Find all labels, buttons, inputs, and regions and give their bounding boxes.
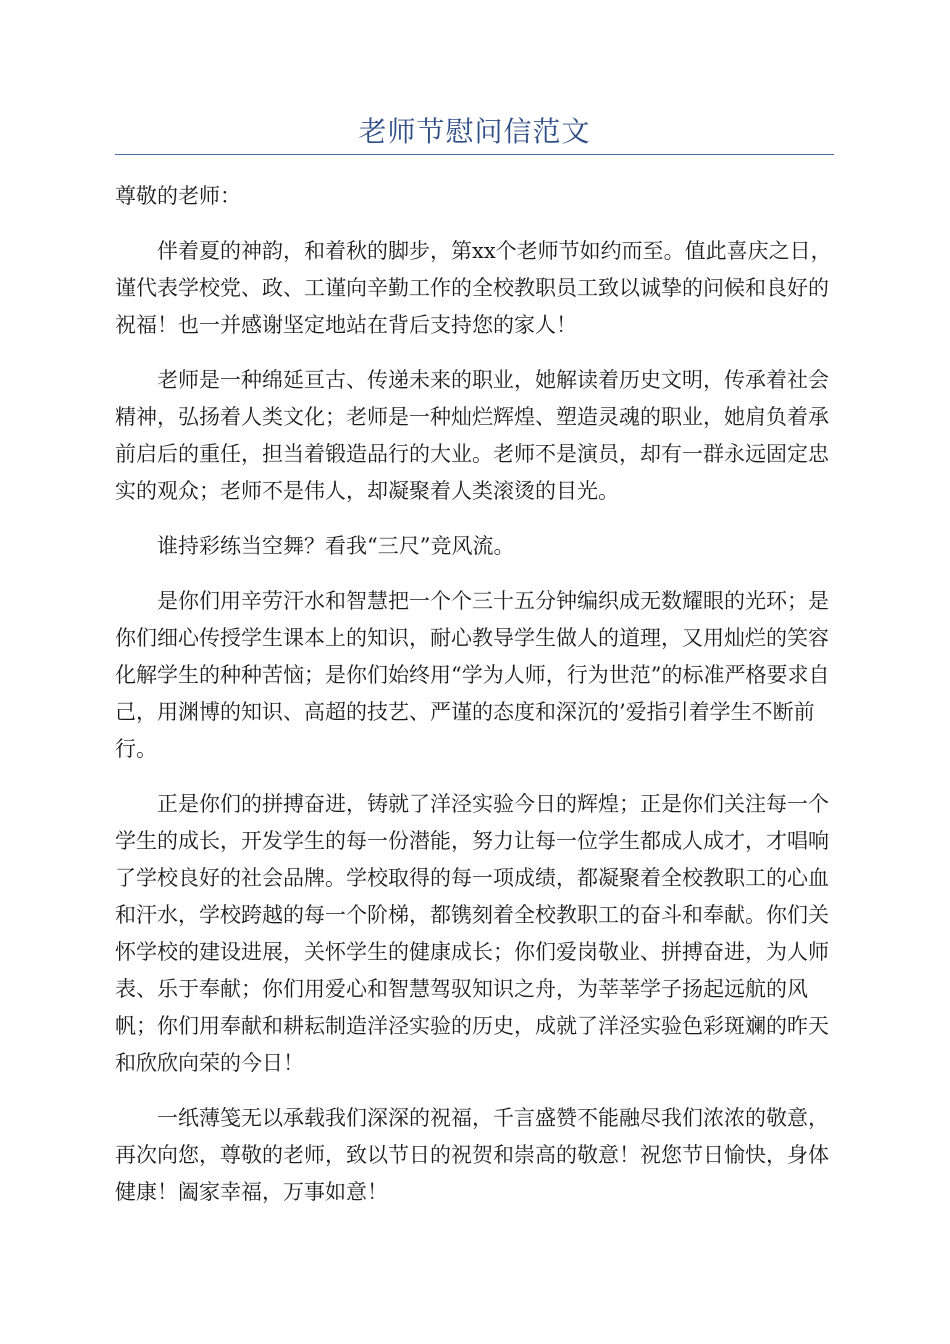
- paragraph-6: 一纸薄笺无以承载我们深深的祝福，千言盛赞不能融尽我们浓浓的敬意，再次向您，尊敬的老师，致以节日的祝贺和崇高的敬意！祝您节日愉快，身体健康！阖家幸福，万事如意！: [115, 1106, 829, 1204]
- paragraph-4: 是你们用辛劳汗水和智慧把一个个三十五分钟编织成无数耀眼的光环；是你们细心传授学生课本上的知识，耐心教导学生做人的道理，又用灿烂的笑容化解学生的种种苦恼；是你们始终用“学为人师，行为世范”的标准严格要求自己，用渊博的知识、高超的技艺、严谨的态度和深沉的’爱指引着学生不断前行。: [115, 589, 830, 761]
- letter-body: [115, 178, 834, 1229]
- paragraph-5: 正是你们的拼搏奋进，铸就了洋泾实验今日的辉煌；正是你们关注每一个学生的成长，开发学生的每一份潜能，努力让每一位学生都成人成才，才唱响了学校良好的社会品牌。学校取得的每一项成绩，都凝聚着全校教职工的心血和汗水，学校跨越的每一个阶梯，都镌刻着全校教职工的奋斗和奉献。你们关怀学校的建设进展，关怀学生的健康成长；你们爱岗敬业、拼搏奋进，为人师表、乐于奉献；你们用爱心和智慧驾驭知识之舟，为莘莘学子扬起远航的风帆；你们用奉献和耕耘制造洋泾实验的历史，成就了洋泾实验色彩斑斓的昨天和欣欣向荣的今日！: [115, 792, 829, 1075]
- paragraph-3: 谁持彩练当空舞？看我“三尺”竞风流。: [157, 534, 515, 558]
- letter-greeting: 尊敬的老师：: [115, 184, 241, 208]
- title-divider: [115, 154, 834, 155]
- paragraph-2: 老师是一种绵延亘古、传递未来的职业，她解读着历史文明，传承着社会精神，弘扬着人类文化；老师是一种灿烂辉煌、塑造灵魂的职业，她肩负着承前启后的重任，担当着锻造品行的大业。老师不是演员，却有一群永远固定忠实的观众；老师不是伟人，却凝聚着人类滚烫的目光。: [115, 368, 829, 503]
- paragraph-1: 伴着夏的神韵，和着秋的脚步，第xx个老师节如约而至。值此喜庆之日，谨代表学校党、政、工谨向辛勤工作的全校教职员工致以诚挚的问候和良好的祝福！也一并感谢坚定地站在背后支持您的家人！: [115, 239, 832, 337]
- document-title: 老师节慰问信范文: [358, 115, 591, 148]
